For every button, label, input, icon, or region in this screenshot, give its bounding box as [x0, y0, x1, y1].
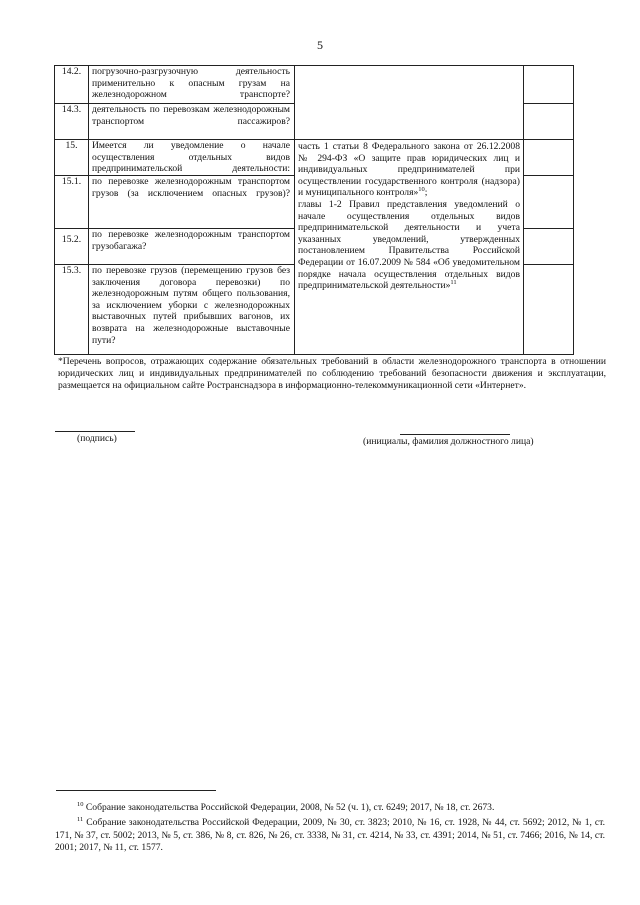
table-border [523, 175, 574, 176]
row-number: 15.1. [61, 176, 82, 187]
row-number: 15.3. [61, 265, 82, 276]
row-question: по перевозке железнодорожным транспортом грузов (за исключением опасных грузов)? [92, 176, 290, 199]
row-question: Имеется ли уведомление о начале осуществления отдельных видов предпринимательской деятельности: [92, 140, 290, 175]
requirement-separator: ; [424, 187, 428, 199]
table-border [523, 103, 574, 104]
table-border [294, 65, 295, 355]
official-name-label: (инициалы, фамилия должностного лица) [363, 436, 534, 447]
requirements-cell [298, 141, 520, 292]
footnote-ref: 11 [450, 278, 457, 286]
row-question: погрузочно-разгрузочную деятельность применительно к опасным грузам на железнодорожном транспорте? [92, 66, 290, 101]
footnote [55, 817, 605, 855]
table-border [573, 65, 574, 355]
row-question: деятельность по перевозкам железнодорожным транспортом пассажиров? [92, 104, 290, 127]
footnote-text: Собрание законодательства Российской Федерации, 2008, № 52 (ч. 1), ст. 6249; 2017, № 18, ст. 2673. [83, 802, 495, 813]
footnote-separator [56, 790, 216, 791]
official-name-line [400, 434, 510, 435]
signature-line [55, 431, 135, 432]
footnote [55, 802, 605, 815]
requirement-rules-584: главы 1-2 Правил представления уведомлений о начале осуществления отдельных видов предпринимательской деятельности и учета указанных уведомлений, утвержденных постановлением Правительства Российской Федерации от 16.07.2009 № 584 «Об уведомительном порядке начала осуществления отдельных видов предпринимательской деятельности» [298, 198, 520, 292]
table-border [523, 228, 574, 229]
row-question: по перевозке железнодорожным транспортом грузобагажа? [92, 229, 290, 252]
requirement-law-294: часть 1 статьи 8 Федерального закона от 26.12.2008 № 294-ФЗ «О защите прав юридических лиц и индивидуальных предпринимателей при осуществлении государственного контроля (надзора) и муниципального контроля» [298, 141, 520, 199]
footnote-mark: 10 [77, 800, 84, 808]
footnote-mark: 11 [77, 815, 84, 823]
footnote-text: Собрание законодательства Российской Федерации, 2009, № 30, ст. 3823; 2010, № 16, ст. 1928, № 44, ст. 5692; 2012, № 1, ст. 171, № 37, ст. 5002; 2013, № 5, ст. 386, № 8, ст. 826, № 26, ст. 3338, № 31, ст. 4214, № 33, ст. 4391; 2014, № 51, ст. 7466; 2016, № 14, ст. 2001; 2017, № 11, ст. 1577. [55, 817, 605, 854]
table-border [294, 139, 574, 140]
table-border [523, 65, 524, 355]
table-border [88, 65, 89, 355]
row-number: 15.2. [61, 234, 82, 245]
row-number: 15. [65, 140, 78, 151]
signature-label: (подпись) [77, 433, 117, 444]
row-question: по перевозке грузов (перемещению грузов без заключения договора перевозки) по железнодорожным путям общего пользования, за исключением уборки с железнодорожных выставочных путей прибывших вагонов, их возврата на железнодорожные выставочные пути? [92, 265, 290, 346]
table-border [523, 264, 574, 265]
footnote-ref: 10 [418, 186, 425, 194]
table-border [54, 354, 574, 355]
row-number: 14.2. [61, 66, 82, 77]
page-number: 5 [317, 38, 323, 52]
row-number: 14.3. [61, 104, 82, 115]
checklist-note: *Перечень вопросов, отражающих содержание обязательных требований в области железнодорожного транспорта в отношении юридических лиц и индивидуальных предпринимателей по соблюдению требований безопасности движения и эксплуатации, размещается на официальном сайте Ространснадзора в информационно-телекоммуникационной сети «Интернет». [58, 356, 606, 391]
